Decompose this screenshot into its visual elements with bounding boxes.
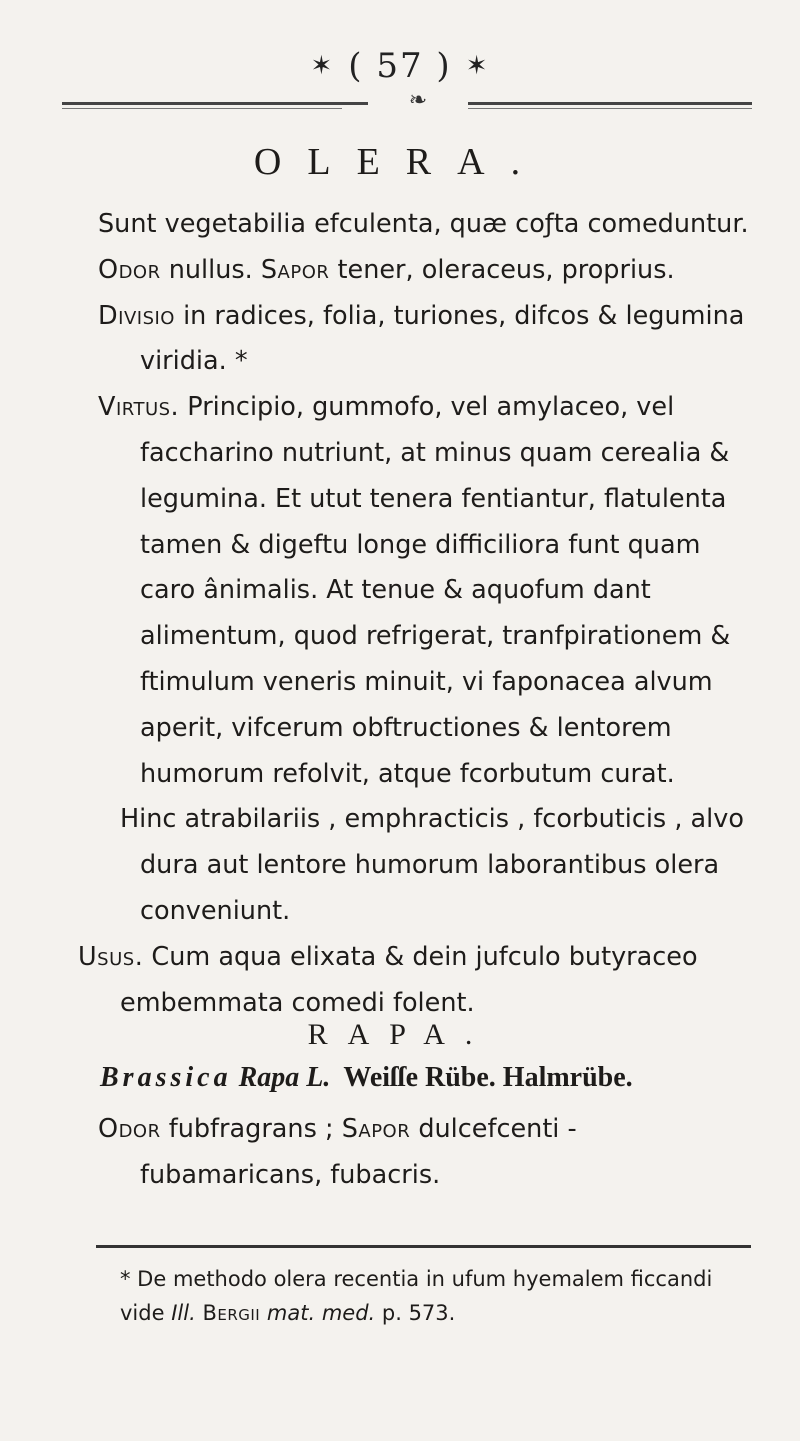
star-ornament-icon: ✶ (310, 51, 335, 81)
footnote-text (120, 1262, 760, 1330)
label-rapa-odor: Odor (98, 1114, 161, 1144)
subsection-title: RAPA. (307, 1018, 493, 1051)
label-virtus: Virtus. (98, 392, 180, 423)
label-divisio: Divisio (98, 300, 175, 331)
odor-text: nullus. (160, 254, 261, 285)
paragraph-usus (78, 935, 758, 1027)
footnote-line: * De methodo olera recentia in ufum hyemalem ficcandi vide (120, 1267, 713, 1325)
olera-body (78, 202, 758, 1026)
species-epithet: Rapa L. (238, 1062, 331, 1093)
footnote-ref-work: mat. med. (266, 1301, 376, 1325)
virtus-text: Principio, gummofo, vel amylaceo, vel faccharino nutriunt, at minus quam cerealia & legumina. Et utut tenera fentiantur, flatulenta tamen & digeftu longe difficiliora funt quam caro ânimalis. At tenue & aquofum dant alimentum, quod refrigerat, tranfpirationem & ftimulum veneris minuit, vi faponacea alvum aperit, vifcerum obftructiones & lentorem humorum refolvit, atque fcorbutum curat. (140, 392, 731, 789)
rapa-sapor-text: dulcefcenti - fubamaricans, fubacris. (140, 1114, 577, 1190)
rule-ornament-icon: ❧ (368, 88, 468, 113)
label-sapor: Sapor (260, 254, 330, 285)
species-line (100, 1062, 760, 1094)
label-odor: Odor (98, 254, 161, 285)
paragraph-rapa-odor (98, 1107, 758, 1199)
footnote (120, 1262, 760, 1330)
rapa-body (98, 1107, 758, 1199)
rapa-odor-text: fubfragrans ; (160, 1114, 342, 1144)
footnote-rule (96, 1245, 751, 1248)
page-header (0, 46, 800, 86)
section-title: OLERA. (253, 141, 547, 183)
page-number: ( 57 ) (348, 46, 452, 86)
paragraph-hinc: Hinc atrabilariis , emphracticis , fcorbuticis , alvo dura aut lentore humorum laborantibus olera conveniunt. (120, 804, 744, 926)
genus-name: Brassica (100, 1062, 232, 1093)
paragraph-odor (98, 248, 758, 294)
label-rapa-sapor: Sapor (341, 1114, 411, 1144)
footnote-ref-author: Bergii (202, 1301, 261, 1325)
usus-text: Cum aqua elixata & dein jufculo butyraceo embemmata comedi folent. (120, 941, 698, 1018)
footnote-ref-page: p. 573. (381, 1301, 456, 1325)
german-name: Weiſſe Rübe. Halmrübe. (343, 1062, 633, 1093)
star-ornament-icon: ✶ (465, 51, 490, 81)
sapor-text: tener, oleraceus, proprius. (329, 254, 675, 285)
footnote-ref-ill: Ill. (171, 1301, 196, 1325)
divisio-text: in radices, folia, turiones, difcos & legumina viridia. * (140, 300, 745, 377)
paragraph-divisio (98, 294, 758, 386)
paragraph-virtus (98, 385, 758, 797)
paragraph-intro: Sunt vegetabilia efculenta, quæ coƒta comeduntur. (98, 209, 749, 239)
label-usus: Usus. (78, 941, 144, 972)
